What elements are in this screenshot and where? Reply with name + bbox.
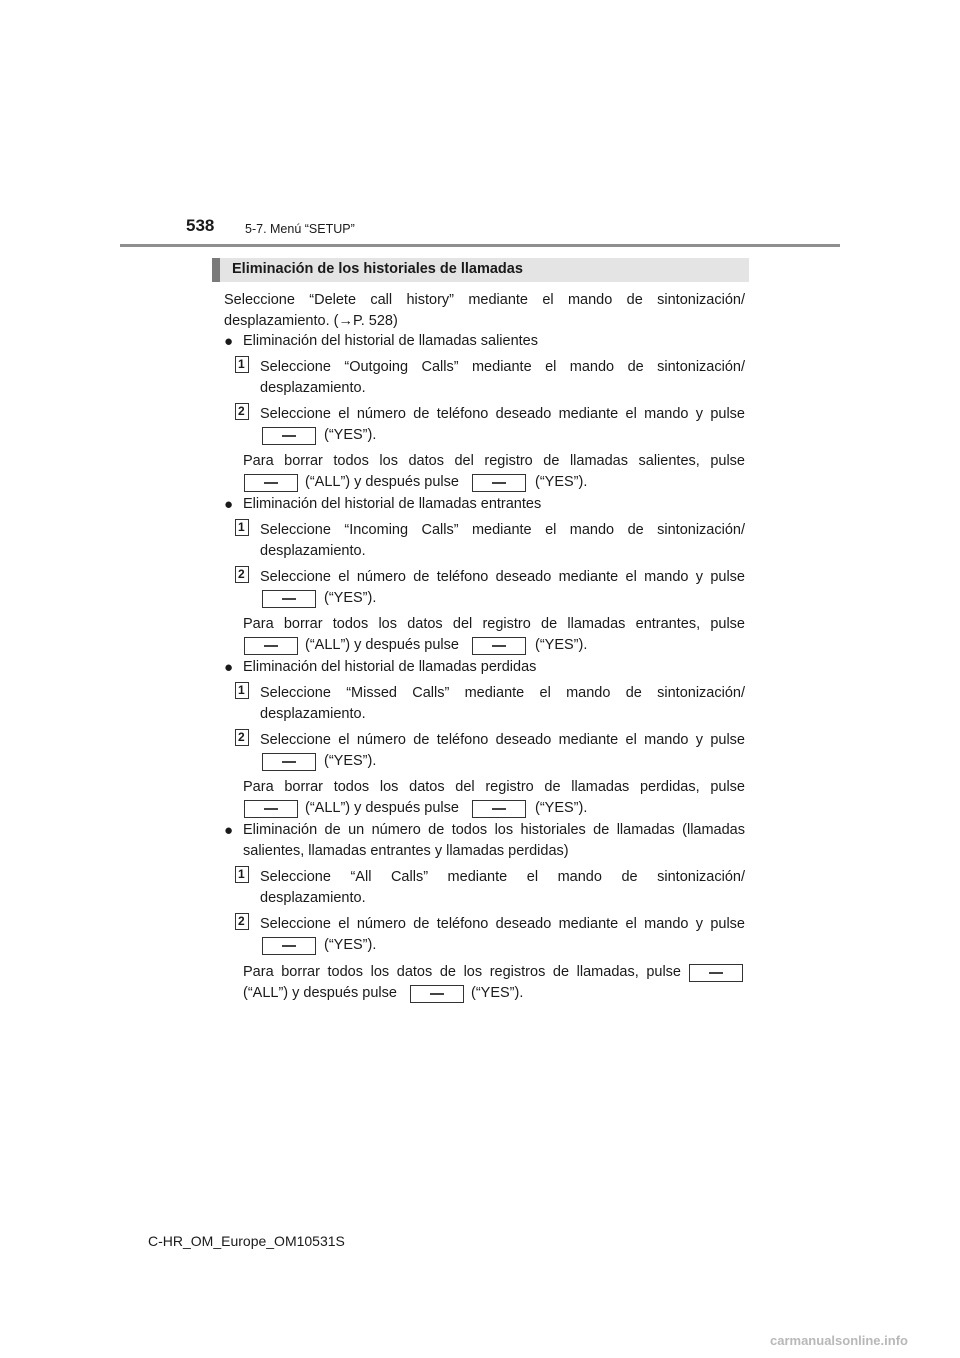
yes-button-icon xyxy=(410,985,464,1003)
group-4-step-1-line-2: desplazamiento. xyxy=(260,890,366,906)
group-2-step-1-line-2: desplazamiento. xyxy=(260,543,366,559)
group-4-note-line-1: Para borrar todos los datos de los registros de llamadas, pulse xyxy=(243,964,681,980)
group-4-step-1-line-1: Seleccione “All Calls” mediante el mando de sintonización/ xyxy=(260,869,745,885)
intro-line-1: Seleccione “Delete call history” mediante el mando de sintonización/ xyxy=(224,292,745,308)
section-title: Eliminación de los historiales de llamadas xyxy=(232,261,523,277)
group-4-step-2-line-1: Seleccione el número de teléfono deseado mediante el mando y pulse xyxy=(260,916,745,932)
group-4-step-2-after: (“YES”). xyxy=(324,937,377,953)
step-number-badge: 1 xyxy=(235,519,249,536)
all-button-icon xyxy=(689,964,743,982)
group-1-step-2-after: (“YES”). xyxy=(324,427,377,443)
step-number-badge: 2 xyxy=(235,566,249,583)
step-number-badge: 2 xyxy=(235,403,249,420)
yes-button-icon xyxy=(262,937,316,955)
group-1-note-mid: (“ALL”) y después pulse xyxy=(305,474,459,490)
yes-button-icon xyxy=(262,590,316,608)
group-2-note-end: (“YES”). xyxy=(535,637,588,653)
bullet-icon: ● xyxy=(224,822,234,839)
group-2-note-mid: (“ALL”) y después pulse xyxy=(305,637,459,653)
page-number: 538 xyxy=(186,216,215,235)
yes-button-icon xyxy=(472,474,526,492)
bullet-icon: ● xyxy=(224,333,234,350)
group-2-step-2-after: (“YES”). xyxy=(324,590,377,606)
header-rule xyxy=(120,244,840,247)
all-button-icon xyxy=(244,800,298,818)
all-button-icon xyxy=(244,637,298,655)
group-4-heading-line-1: Eliminación de un número de todos los historiales de llamadas (llamadas xyxy=(243,822,745,838)
group-4-heading-line-2: salientes, llamadas entrantes y llamadas perdidas) xyxy=(243,843,569,859)
step-number-badge: 2 xyxy=(235,913,249,930)
group-1-step-1-line-1: Seleccione “Outgoing Calls” mediante el mando de sintonización/ xyxy=(260,359,745,375)
step-number-badge: 2 xyxy=(235,729,249,746)
all-button-icon xyxy=(244,474,298,492)
group-3-step-2-line-1: Seleccione el número de teléfono deseado mediante el mando y pulse xyxy=(260,732,745,748)
step-number-badge: 1 xyxy=(235,356,249,373)
footer-code: C-HR_OM_Europe_OM10531S xyxy=(148,1233,345,1249)
group-2-heading: Eliminación del historial de llamadas entrantes xyxy=(243,496,542,512)
group-4-note-line-2: (“ALL”) y después pulse xyxy=(243,985,397,1001)
intro-line-2: desplazamiento. (→P. 528) xyxy=(224,313,398,329)
group-1-heading: Eliminación del historial de llamadas salientes xyxy=(243,333,538,349)
group-3-step-1-line-1: Seleccione “Missed Calls” mediante el mando de sintonización/ xyxy=(260,685,745,701)
yes-button-icon xyxy=(472,637,526,655)
group-3-note-end: (“YES”). xyxy=(535,800,588,816)
group-3-step-1-line-2: desplazamiento. xyxy=(260,706,366,722)
group-2-note-line-1: Para borrar todos los datos del registro de llamadas entrantes, pulse xyxy=(243,616,745,632)
watermark: carmanualsonline.info xyxy=(770,1333,908,1348)
yes-button-icon xyxy=(262,427,316,445)
group-3-step-2-after: (“YES”). xyxy=(324,753,377,769)
section-title-box xyxy=(212,258,749,282)
group-1-note-line-1: Para borrar todos los datos del registro de llamadas salientes, pulse xyxy=(243,453,745,469)
group-2-step-2-line-1: Seleccione el número de teléfono deseado mediante el mando y pulse xyxy=(260,569,745,585)
group-1-step-1-line-2: desplazamiento. xyxy=(260,380,366,396)
group-2-step-1-line-1: Seleccione “Incoming Calls” mediante el mando de sintonización/ xyxy=(260,522,745,538)
group-1-step-2-line-1: Seleccione el número de teléfono deseado mediante el mando y pulse xyxy=(260,406,745,422)
yes-button-icon xyxy=(472,800,526,818)
bullet-icon: ● xyxy=(224,659,234,676)
group-1-note-end: (“YES”). xyxy=(535,474,588,490)
step-number-badge: 1 xyxy=(235,866,249,883)
bullet-icon: ● xyxy=(224,496,234,513)
group-3-heading: Eliminación del historial de llamadas perdidas xyxy=(243,659,537,675)
yes-button-icon xyxy=(262,753,316,771)
group-3-note-line-1: Para borrar todos los datos del registro de llamadas perdidas, pulse xyxy=(243,779,745,795)
group-3-note-mid: (“ALL”) y después pulse xyxy=(305,800,459,816)
group-4-note-end: (“YES”). xyxy=(471,985,524,1001)
step-number-badge: 1 xyxy=(235,682,249,699)
section-label: 5-7. Menú “SETUP” xyxy=(245,222,355,236)
